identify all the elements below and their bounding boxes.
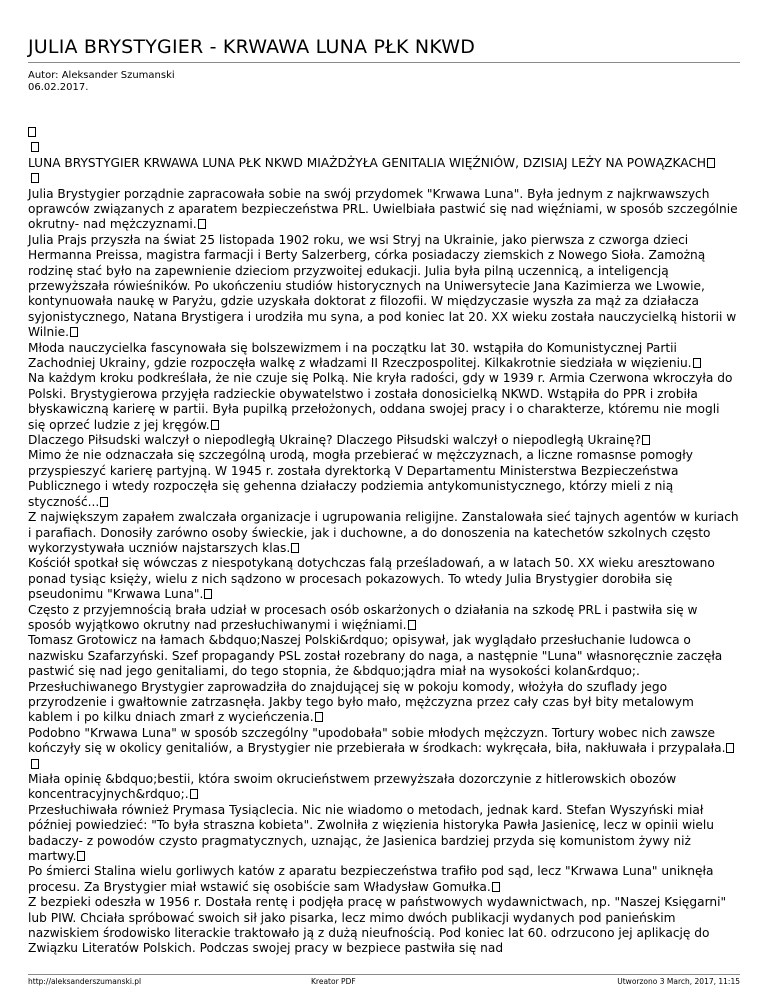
missing-glyph-icon (28, 140, 740, 155)
paragraph-text: Podobno "Krwawa Luna" w sposób szczególny "upodobała" sobie młodych mężczyzn. Tortury wobec nich zawsze kończyły się w okolicy genitaliów, a Brystygier nie przebierała w środkach: wykręcała, biła, nakłuwała i przypalała. (28, 725, 726, 756)
missing-glyph-icon (28, 125, 740, 140)
paragraph-text: Julia Brystygier porządnie zapracowała sobie na swój przydomek "Krwawa Luna". Była jednym z najkrwawszych oprawców związanych z aparatem bezpieczeństwa PRL. Uwielbiała pastwić się nad więźniami, w sposób szczególnie okrutny- nad mężczyznami. (28, 186, 738, 232)
article-paragraph (28, 895, 740, 957)
missing-glyph-icon (693, 358, 701, 368)
missing-glyph-icon (28, 171, 740, 186)
paragraph-text: Z największym zapałem zwalczała organizacje i ugrupowania religijne. Zanstalowała sieć tajnych agentów w kuriach i parafiach. Donosiły zarówno osoby świeckie, jak i duchowne, a do donoszenia na katechetów szkolnych często wykorzystywała uczniów najstarszych klas. (28, 510, 739, 555)
article-paragraph (28, 772, 740, 803)
article-body (28, 125, 740, 957)
paragraph-text: Często z przyjemnością brała udział w procesach osób oskarżonych o działania na szkodę PRL i pastwiła się w sposób wyjątkowo okrutny nad przesłuchiwanymi i więźniami. (28, 602, 698, 632)
missing-glyph-icon (100, 497, 108, 507)
missing-glyph-icon (198, 219, 206, 229)
footer-generator: Kreator PDF (311, 977, 356, 986)
paragraph-text: Miała opinię &bdquo;bestii, która swoim okrucieństwem przewyższała dozorczynie z hitlerowskich obozów koncentracyjnych&rdquo;. (28, 772, 677, 802)
missing-glyph-icon (707, 158, 715, 168)
article-paragraph (28, 726, 740, 757)
paragraph-text: Mimo że nie odznaczała się szczególną urodą, mogła przebierać w mężczyznach, a liczne romasnse pomogły przyspieszyć karierę partyjną. W 1945 r. została dyrektorką V Departamentu Ministerstwa Bezpieczeństwa Publicznego i wtedy rozpoczęła się gehenna działaczy podziemia antykomunistycznego, którzy mieli z nią styczność... (28, 448, 693, 509)
missing-glyph-icon (211, 420, 219, 430)
article-paragraph (28, 510, 740, 556)
footer-divider (28, 974, 740, 975)
publish-date: 06.02.2017. (28, 82, 89, 93)
missing-glyph-icon (70, 327, 78, 337)
title-divider (28, 62, 740, 63)
article-paragraph (28, 233, 740, 341)
paragraph-group (28, 187, 740, 757)
article-paragraph (28, 187, 740, 233)
article-paragraph (28, 341, 740, 372)
paragraph-text: Młoda nauczycielka fascynowała się bolszewizmem i na początku lat 30. wstąpiła do Komunistycznej Partii Zachodniej Ukrainy, gdzie rozpoczęła walkę z władzami II Rzeczpospolitej. Kilkakrotnie siedziała w więzieniu. (28, 340, 692, 371)
footer-created: Utworzono 3 March, 2017, 11:15 (617, 977, 740, 986)
missing-glyph-icon (642, 435, 650, 445)
paragraph-text: Julia Prajs przyszła na świat 25 listopada 1902 roku, we wsi Stryj na Ukrainie, jako pierwsza z czworga dzieci Hermanna Preissa, magistra farmacji i Berty Salzerberg, córka posiadaczy ziemskich z Nowego Sioła. Zamożną rodzinę stać było na zapewnienie dzieciom przyzwoitej edukacji. Julia była pilną uczennicą, a inteligencją przewyższała rówieśników. Po ukończeniu studiów historycznych na Uniwersytecie Jana Kazimierza we Lwowie, kontynuowała naukę w Paryżu, gdzie uzyskała doktorat z filozofii. W międzyczasie wyszła za mąż za działacza syjonistycznego, Natana Brystigera i urodziła mu syna, a pod koniec lat 20. XX wieku została nauczycielką historii w Wilnie. (28, 232, 737, 340)
paragraph-text: Z bezpieki odeszła w 1956 r. Dostała rentę i podjęła pracę w państwowych wydawnictwach, np. "Naszej Księgarni" lub PIW. Chciała spróbować swoich sił jako pisarka, lecz mimo dwóch publikacji wydanych pod panieńskim nazwiskiem środowisko literackie traktowało ją z dużą nieufnością. Pod koniec lat 60. odrzucono jej aplikację do Związku Literatów Polskich. Podczas swojej pracy w bezpiece pastwiła się nad (28, 895, 727, 956)
article-paragraph (28, 556, 740, 602)
author-line: Autor: Aleksander Szumanski (28, 70, 175, 81)
document-title: JULIA BRYSTYGIER - KRWAWA LUNA PŁK NKWD (28, 36, 476, 58)
paragraph-text: Przesłuchiwała również Prymasa Tysiąclecia. Nic nie wiadomo o metodach, jednak kard. Stefan Wyszyński miał później powiedzieć: "To była straszna kobieta". Zwolniła z więzienia historyka Pawła Jasienicę, lecz w opinii wielu badaczy- z powodów czysto pragmatycznych, uznając, że Jasienica bardziej przyda się komunistom żywy niż martwy. (28, 802, 715, 864)
missing-glyph-icon (28, 757, 740, 772)
article-paragraph (28, 603, 740, 634)
paragraph-text: Tomasz Grotowicz na łamach &bdquo;Naszej Polski&rdquo; opisywał, jak wyglądało przesłuchanie ludowca o nazwisku Szafarzyński. Szef propagandy PSL został rozebrany do naga, a następnie "Luna" własnoręcznie zaczęła pastwić się nad jego genitaliami, do tego stopnia, że &bdquo;jądra miał na wysokości kolan&rdquo;. Przesłuchiwanego Brystygier zaprowadziła do znajdującej się w pokoju komody, włożyła do szuflady jego przyrodzenie i gwałtownie zatrzasnęła. Jakby tego było mało, mężczyzna przez cały czas był bity metalowym kablem i po kilku dniach zmarł z wycieńczenia. (28, 633, 723, 725)
pdf-page (28, 0, 740, 994)
page-footer (28, 976, 740, 988)
missing-glyph-icon (190, 789, 198, 799)
article-headline: LUNA BRYSTYGIER KRWAWA LUNA PŁK NKWD MIAŻDŻYŁA GENITALIA WIĘŹNIÓW, DZISIAJ LEŻY NA POWĄZKACH (28, 156, 740, 171)
article-paragraph (28, 448, 740, 510)
missing-glyph-icon (291, 543, 299, 553)
footer-url[interactable]: http://aleksanderszumanski.pl (28, 977, 142, 986)
missing-glyph-icon (408, 620, 416, 630)
paragraph-text: Dlaczego Piłsudski walczył o niepodległą Ukrainę? Dlaczego Piłsudski walczył o niepodległą Ukrainę? (28, 433, 642, 448)
missing-glyph-icon (315, 712, 323, 722)
article-paragraph (28, 864, 740, 895)
article-meta (28, 70, 175, 94)
article-paragraph (28, 371, 740, 433)
missing-glyph-icon (204, 589, 212, 599)
paragraph-text: Kościół spotkał się wówczas z niespotykaną dotychczas falą prześladowań, a w latach 50. XX wieku aresztowano ponad tysiąc księży, wielu z nich sądzono w procesach pokazowych. To wtedy Julia Brystygier dorobiła się pseudonimu "Krwawa Luna". (28, 556, 715, 602)
article-paragraph (28, 633, 740, 725)
missing-glyph-icon (726, 743, 734, 753)
article-paragraph (28, 803, 740, 865)
paragraph-text: Po śmierci Stalina wielu gorliwych katów z aparatu bezpieczeństwa trafiło pod sąd, lecz "Krwawa Luna" uniknęła procesu. Za Brystygier miał wstawić się osobiście sam Władysław Gomułka. (28, 864, 714, 894)
missing-glyph-icon (77, 851, 85, 861)
paragraph-text: Na każdym kroku podkreślała, że nie czuje się Polką. Nie kryła radości, gdy w 1939 r. Armia Czerwona wkroczyła do Polski. Brystygierowa przyjęła radzieckie obywatelstwo i została donosicielką NKWD. Wstąpiła do PPR i zrobiła błyskawiczną karierę w partii. Była pupilką przełożonych, oddana swojej pracy i o charakterze, któremu nie mogli się oprzeć ludzie z jej kręgów. (28, 371, 733, 432)
missing-glyph-icon (492, 882, 500, 892)
article-paragraph (28, 433, 740, 448)
paragraph-group (28, 772, 740, 957)
